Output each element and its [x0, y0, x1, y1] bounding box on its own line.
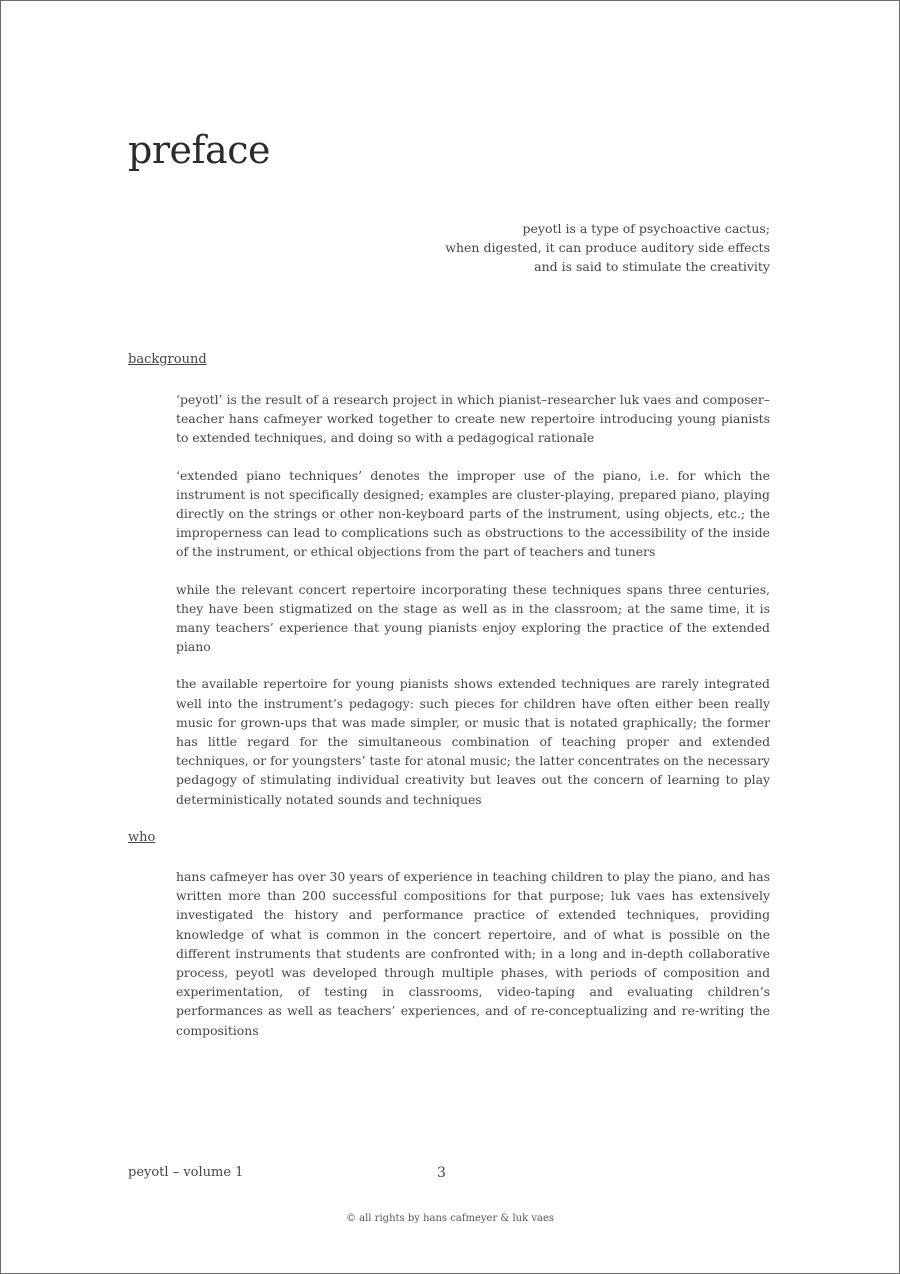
copyright-notice: © all rights by hans cafmeyer & luk vaes — [345, 1213, 555, 1224]
paragraph: ‘peyotl’ is the result of a research project in which pianist–researcher luk vaes and composer–teacher hans cafmeyer worked together to create new repertoire introducing young pianists to extended techniques, and doing so with a pedagogical rationale — [176, 392, 770, 446]
paragraph: hans cafmeyer has over 30 years of experience in teaching children to play the piano, and has written more than 200 successful compositions for that purpose; luk vaes has extensively investigated the history and performance practice of extended techniques, providing knowledge of what is common in the concert repertoire, and of what is possible on the different instruments that students are confronted with; in a long and in-depth collaborative process, peyotl was developed through multiple phases, with periods of composition and experimentation, of testing in classrooms, video-taping and evaluating children’s performances as well as teachers’ experiences, and of re-conceptualizing and re-writing the compositions — [176, 869, 770, 1038]
paragraph: while the relevant concert repertoire incorporating these techniques spans three centuries, they have been stigmatized on the stage as well as in the classroom; at the same time, it is many teachers’ experience that young pianists enjoy exploring the practice of the extended piano — [176, 581, 770, 655]
paragraph: the available repertoire for young pianists shows extended techniques are rarely integrated well into the instrument’s pedagogy: such pieces for children have often either been really music for grown-ups that was made simpler, or music that is notated graphically; the former has little regard for the simultaneous combination of teaching proper and extended techniques, or for youngsters’ taste for atonal music; the latter concentrates on the necessary pedagogy of stimulating individual creativity but leaves out the concern of learning to play deterministically notated sounds and techniques — [176, 676, 770, 807]
footer-volume-label: peyotl – volume 1 — [128, 1165, 244, 1180]
epigraph-line: peyotl is a type of psychoactive cactus; — [522, 221, 770, 236]
paragraph: ‘extended piano techniques’ denotes the improper use of the piano, i.e. for which the instrument is not specifically designed; examples are cluster-playing, prepared piano, playing directly on the strings or other non-keyboard parts of the instrument, using objects, etc.; the improperness can lead to complications such as obstructions to the accessibility of the inside of the instrument, or ethical objections from the part of teachers and tuners — [176, 467, 770, 560]
section-body-who — [176, 867, 770, 1058]
epigraph-line: when digested, it can produce auditory side effects — [445, 240, 770, 255]
page-title: preface — [128, 128, 270, 172]
section-heading-who: who — [128, 830, 156, 845]
section-body-background — [176, 390, 770, 827]
epigraph — [350, 219, 770, 276]
section-heading-background: background — [128, 352, 207, 367]
epigraph-line: and is said to stimulate the creativity — [534, 259, 770, 274]
page-number: 3 — [437, 1165, 446, 1181]
